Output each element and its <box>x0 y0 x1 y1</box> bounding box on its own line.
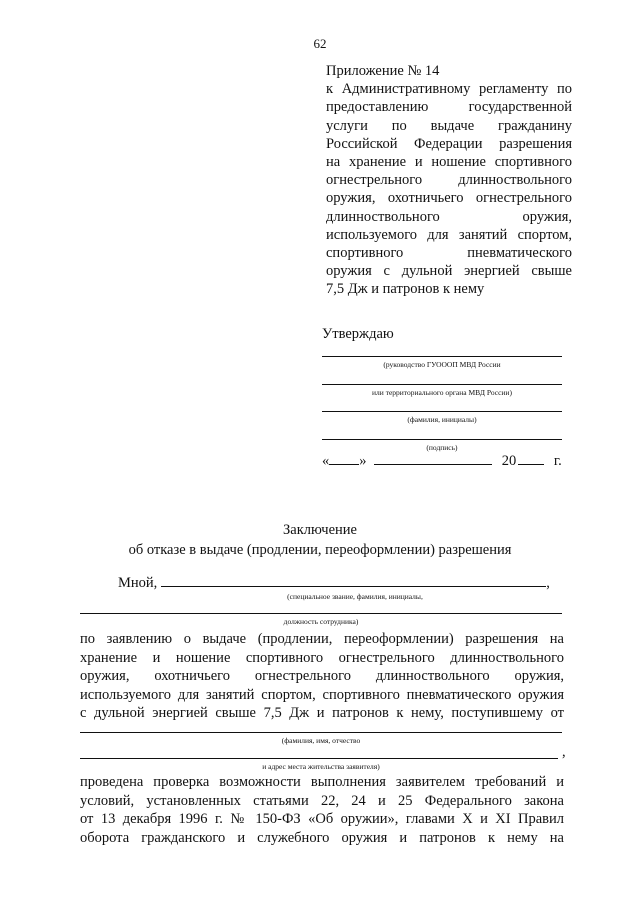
approval-date <box>322 452 572 470</box>
paragraph-1 <box>80 630 564 723</box>
applicant-comma: , <box>562 744 566 760</box>
officer-rank-name-caption: (специальное звание, фамилия, инициалы, <box>287 592 423 601</box>
approver-signature-line[interactable] <box>322 439 562 440</box>
date-month-field[interactable] <box>374 452 492 465</box>
appendix-line: используемого для занятий спортом, <box>326 226 572 243</box>
approver-authority-caption: (руководство ГУОООП МВД России <box>383 360 501 369</box>
officer-position-caption: должность сотрудника) <box>283 617 359 626</box>
paragraph-2 <box>80 773 564 847</box>
appendix-line: Российской Федерации разрешения <box>326 135 572 152</box>
date-day-field[interactable] <box>329 452 359 465</box>
date-year-prefix: 20 <box>501 453 517 469</box>
approver-organ-line[interactable] <box>322 384 562 385</box>
appendix-line: огнестрельного длинноствольного <box>326 172 572 189</box>
paragraph-line: с дульной энергией свыше 7,5 Дж и патронов к нему, поступившему от <box>80 705 564 722</box>
approver-signature-caption: (подпись) <box>426 443 458 452</box>
officer-rank-name-field[interactable] <box>161 574 546 587</box>
paragraph-line: условий, установленных статьями 22, 24 и 25 Федерального закона <box>80 792 564 809</box>
approval-label: Утверждаю <box>322 326 394 342</box>
paragraph-line: по заявлению о выдаче (продлении, переоформлении) разрешения на <box>80 631 564 647</box>
date-year-suffix: г. <box>553 453 562 469</box>
document-title: Заключение <box>283 522 357 538</box>
appendix-line: на хранение и ношение спортивного <box>326 154 572 171</box>
approver-name-line[interactable] <box>322 411 562 412</box>
approver-organ-caption: или территориального органа МВД России) <box>372 388 512 397</box>
document-subtitle: об отказе в выдаче (продлении, переоформлении) разрешения <box>128 542 512 558</box>
applicant-name-field[interactable] <box>80 732 562 733</box>
approver-authority-line[interactable] <box>322 356 562 357</box>
appendix-line: спортивного пневматического <box>326 245 572 262</box>
page-number: 62 <box>313 36 327 51</box>
by-label: Мной, <box>118 575 158 591</box>
appendix-line: оружия с дульной энергией свыше <box>326 263 572 280</box>
paragraph-line: проведена проверка возможности выполнения заявителем требований и <box>80 774 564 790</box>
by-officer-row <box>118 574 574 592</box>
paragraph-line: оборота гражданского и служебного оружия и патронов к нему на <box>80 829 564 846</box>
appendix-line: оружия, охотничьего огнестрельного <box>326 190 572 207</box>
date-open-quote: « <box>322 453 330 469</box>
appendix-line: услуги по выдаче гражданину <box>326 117 572 134</box>
paragraph-line: используемого для занятий спортом, спортивного пневматического оружия <box>80 686 564 703</box>
applicant-address-caption: и адрес места жительства заявителя) <box>262 762 380 771</box>
appendix-header <box>326 62 572 299</box>
appendix-title: Приложение № 14 <box>326 63 440 79</box>
date-close-quote: » <box>359 453 367 469</box>
paragraph-line: хранение и ношение спортивного огнестрельного длинноствольного <box>80 649 564 666</box>
paragraph-line: оружия, охотничьего огнестрельного длинноствольного оружия, <box>80 668 564 685</box>
applicant-name-caption: (фамилия, имя, отчество <box>281 736 361 745</box>
appendix-line: к Административному регламенту по <box>326 81 572 98</box>
appendix-line: 7,5 Дж и патронов к нему <box>326 281 485 298</box>
date-year-field[interactable] <box>518 452 544 465</box>
approver-name-caption: (фамилия, инициалы) <box>407 415 477 424</box>
officer-comma: , <box>546 575 550 591</box>
paragraph-line: от 13 декабря 1996 г. № 150-ФЗ «Об оружии», главами X и XI Правил <box>80 811 564 828</box>
appendix-line: длинноствольного оружия, <box>326 208 572 225</box>
applicant-address-field[interactable] <box>80 758 558 759</box>
appendix-line: предоставлению государственной <box>326 99 572 116</box>
officer-position-field[interactable] <box>80 613 562 614</box>
